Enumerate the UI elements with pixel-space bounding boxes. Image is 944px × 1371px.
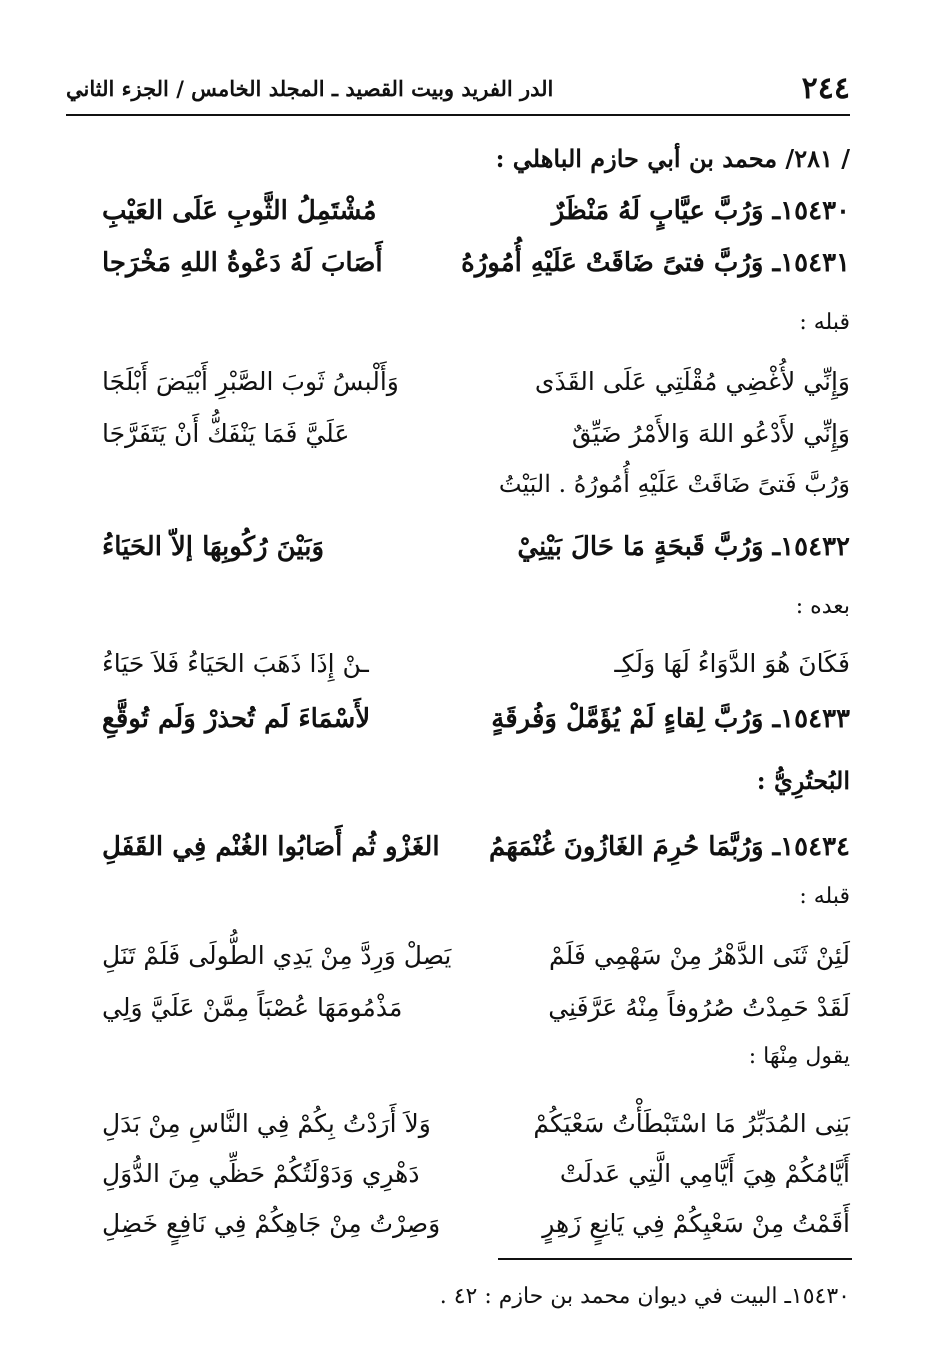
verse-hemistich-2: دَهْرِي وَدَوْلَتُكُمْ حَظِّي مِنَ الدُّوَلِ [102,1158,420,1188]
quoted-verse [66,1100,850,1146]
poet-heading: البُحتُرِيُّ : [756,766,850,795]
verse-hemistich-2: وَبَيْنَ رُكُوبِهَا إلاّ الحَيَاءُ [102,532,325,562]
verse-hemistich-2: وَلاَ أَرَدْتُ بِكُمْ فِي النَّاسِ مِنْ بَدَلِ [102,1108,431,1138]
verse-hemistich-2: الغَزْو ثُم أَصَابُوا الغُنْم فِي القَفَلِ [102,832,440,862]
verse-15432 [66,524,850,570]
verse-hemistich-2: لأَسْمَاءَ لَم تُحذرْ وَلَم تُوقَّعِ [102,704,371,734]
quoted-tail: وَرُبَّ فَتىً ضَاقَتْ عَلَيْهِ أُمُورُهُ . البَيْتُ [498,470,850,498]
quoted-verse [66,932,850,978]
verse-hemistich-1: أَيَّامُكُمْ هِيَ أَيَّامِي الَّتِي عَدلَتْ [559,1158,850,1188]
verse-hemistich-1: ١٥٤٣٢ـ وَرُبَّ قَبحَةٍ مَا حَالَ بَيْنِيْ [517,532,850,562]
quoted-verse [66,984,850,1030]
verse-hemistich-1: ١٥٤٣١ـ وَرُبَّ فتىً ضَاقَتْ عَلَيْهِ أُمُورُهُ [461,248,850,278]
footnote: ١٥٤٣٠ـ البيت في ديوان محمد بن حازم : ٤٢ . [439,1284,850,1309]
page-header [66,62,850,114]
quoted-verse [66,640,850,686]
verse-hemistich-1: وَإِنِّي لأُغْضِي مُقْلَتِي عَلَى القَذَى [534,366,850,396]
verse-hemistich-1: أَقَمْتُ مِنْ سَعْيِكُمْ فِي يَانِعٍ زَهِرٍ [542,1208,850,1238]
label-after: بعده : [795,594,850,619]
header-rule [66,114,850,116]
verse-hemistich-1: لَقَدْ حَمِدْتُ صُرُوفاً مِنْهُ عَرَّفَنِي [548,992,850,1022]
verse-hemistich-1: لَئِنْ ثَنَى الدَّهْرُ مِنْ سَهْمِي فَلَمْ [549,940,850,970]
page-number: ٢٤٤ [801,70,850,106]
quoted-verse [66,410,850,456]
verse-15434 [66,824,850,870]
quoted-verse [66,358,850,404]
verse-15430 [66,188,850,234]
verse-hemistich-2: وَأَلْبسُ ثَوبَ الصَّبْرِ أَبْيَضَ أَبْلَجَا [102,366,399,396]
verse-hemistich-2: يَصِلْ وَرِدَّ مِنْ يَدِي الطُّولَى فَلَمْ تَنَلِ [102,940,452,970]
verse-hemistich-1: فَكَانَ هُوَ الدَّوَاءُ لَهَا وَلَكِـ [614,648,850,678]
verse-hemistich-1: وَإِنِّي لأَدْعُو اللهَ وَالأَمْرُ ضَيِّقٌ [571,418,850,448]
verse-hemistich-1: بَنِى المُدَبِّرُ مَا اسْتَبْطَأْتُ سَعْيَكُمْ [533,1108,850,1138]
quoted-verse [66,1150,850,1196]
verse-hemistich-2: عَلَيَّ فَمَا يَنْفَكُّ أَنْ يَتَفَرَّجَا [102,418,350,448]
verse-15433 [66,696,850,742]
verse-hemistich-1: ١٥٤٣٠ـ وَرُبَّ عيَّابٍ لَهُ مَنْظَرٌ [551,196,850,226]
verse-hemistich-2: أَصَابَ لَهُ دَعْوةُ اللهِ مَخْرَجا [102,248,383,278]
section-heading: / ٢٨١/ محمد بن أبي حازم الباهلي : [495,144,850,173]
quoted-verse [66,1200,850,1246]
verse-15431 [66,240,850,286]
verse-hemistich-1: ١٥٤٣٤ـ وَرُبَّمَا حُرِمَ الغَازُونَ غُنْمَهَمُ [488,832,850,862]
label-before: قبله : [799,310,850,335]
footnote-rule [498,1258,852,1260]
label-before: قبله : [799,884,850,909]
label-says: يقول مِنْهَا : [748,1044,850,1069]
verse-hemistich-2: ـنْ إِذَا ذَهَبَ الحَيَاءُ فَلاَ حَيَاءُ [102,648,369,678]
verse-hemistich-1: ١٥٤٣٣ـ وَرُبَّ لِقاءٍ لَمْ يُؤَمَّلْ وَفُرقَةٍ [491,704,850,734]
verse-hemistich-2: مُشْتَمِلُ الثَّوبِ عَلَى العَيْبِ [102,196,377,226]
verse-hemistich-2: مَذْمُومَهَا عُصْبَاً مِمَّنْ عَلَيَّ وَلِي [102,992,403,1022]
verse-hemistich-2: وَصِرْتُ مِنْ جَاهِكُمْ فِي نَافِعٍ خَضِلِ [102,1208,441,1238]
running-title: الدر الفريد وبيت القصيد ـ المجلد الخامس / الجزء الثاني [66,75,554,101]
